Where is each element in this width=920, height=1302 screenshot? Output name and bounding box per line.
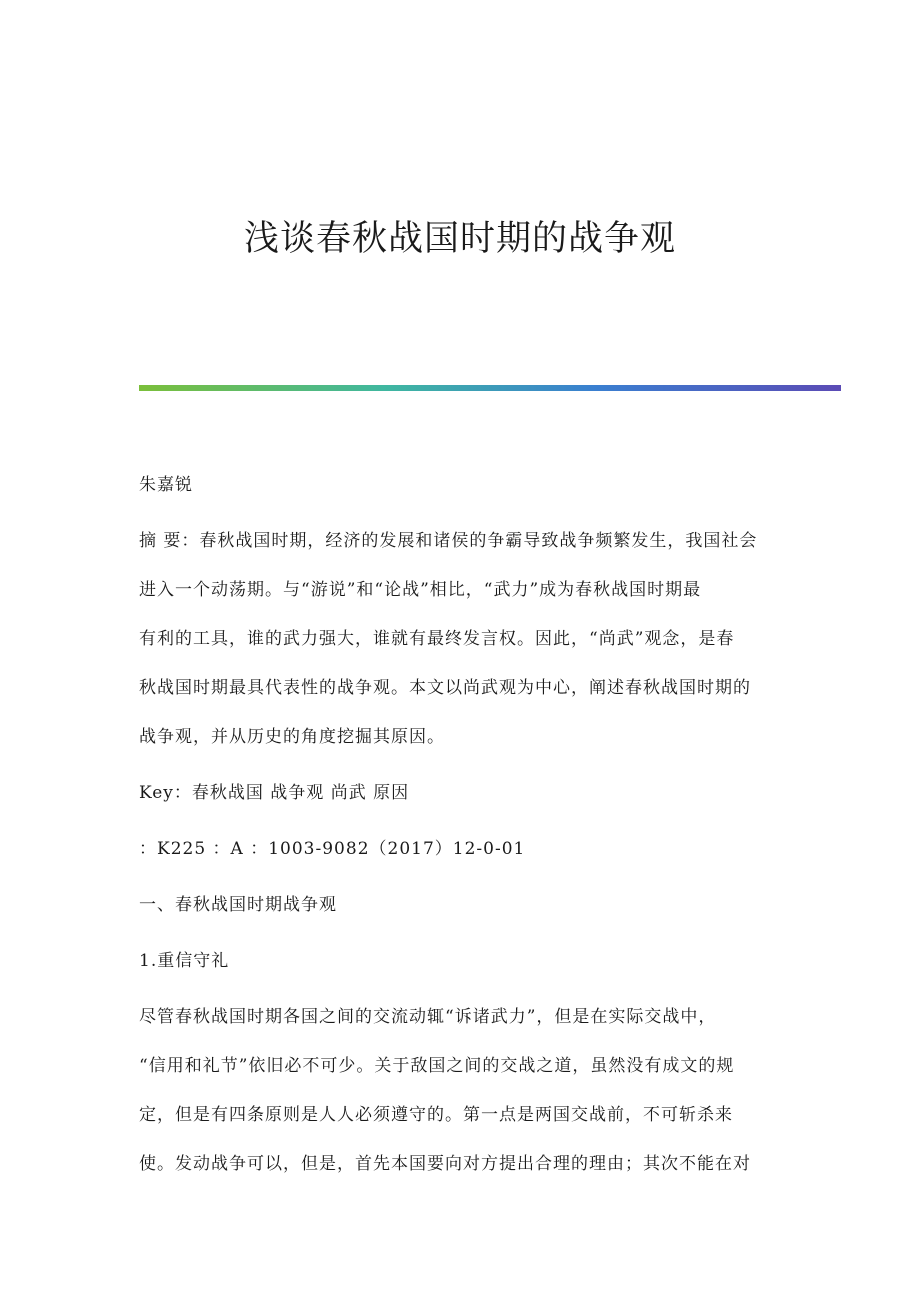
document-body [139, 466, 789, 1201]
abstract [139, 522, 789, 767]
author: 朱嘉锐 [139, 475, 193, 495]
abstract-line: 摘 要：春秋战国时期，经济的发展和诸侯的争霸导致战争频繁发生，我国社会 [139, 531, 758, 551]
body-line: 尽管春秋战国时期各国之间的交流动辄“诉诸武力”，但是在实际交战中， [139, 1007, 717, 1027]
body-line: “信用和礼节”依旧必不可少。关于敌国之间的交战之道，虽然没有成文的规 [139, 1056, 735, 1076]
abstract-line: 有利的工具，谁的武力强大，谁就有最终发言权。因此，“尚武”观念，是春 [139, 629, 735, 649]
title-divider [139, 385, 841, 391]
body-line: 定，但是有四条原则是人人必须遵守的。第一点是两国交战前，不可斩杀来 [139, 1105, 733, 1125]
abstract-line: 秋战国时期最具代表性的战争观。本文以尚武观为中心，阐述春秋战国时期的 [139, 678, 751, 698]
abstract-line: 战争观，并从历史的角度挖掘其原因。 [139, 727, 445, 747]
keywords: Key：春秋战国 战争观 尚武 原因 [139, 783, 410, 803]
body-line: 使。发动战争可以，但是，首先本国要向对方提出合理的理由；其次不能在对 [139, 1154, 751, 1174]
section-heading: 一、春秋战国时期战争观 [139, 895, 337, 915]
abstract-line: 进入一个动荡期。与“游说”和“论战”相比，“武力”成为春秋战国时期最 [139, 580, 702, 600]
document-title: 浅谈春秋战国时期的战争观 [243, 219, 676, 259]
classification-codes: ：K225 ：A ：1003-9082（2017）12-0-01 [139, 839, 526, 859]
body-paragraph [139, 998, 789, 1194]
subsection-heading: 1.重信守礼 [139, 951, 230, 971]
